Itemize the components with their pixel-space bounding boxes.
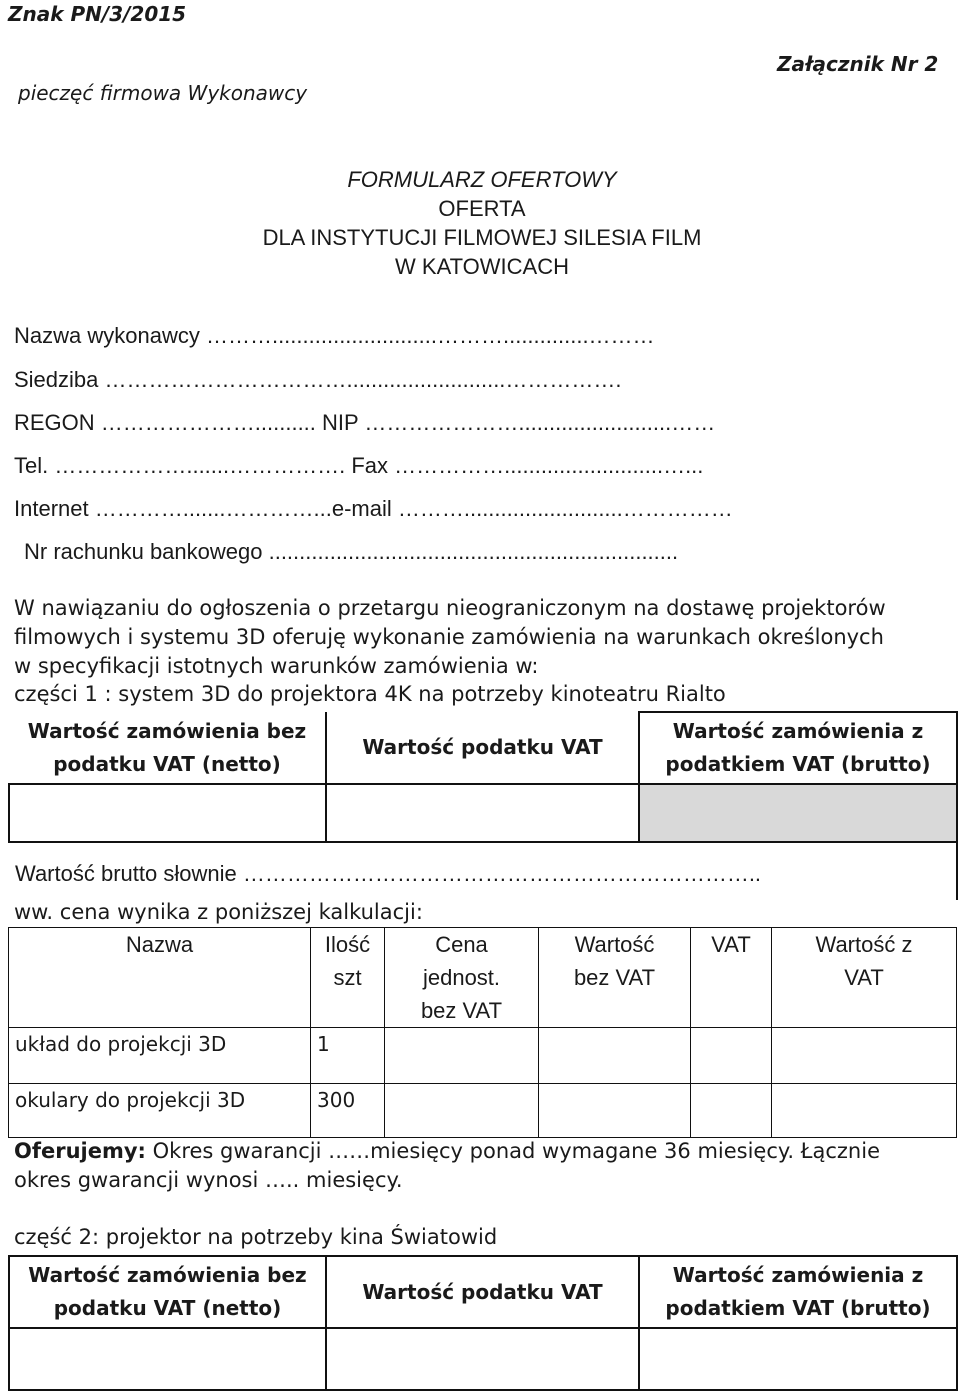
row-name: układ do projekcji 3D <box>9 1028 311 1084</box>
row-net-value-input[interactable] <box>539 1084 691 1138</box>
row-qty: 300 <box>311 1084 385 1138</box>
vat-value-input[interactable] <box>326 1328 639 1390</box>
regon-nip-field[interactable]: REGON ………………….......... NIP ………………….........................…… <box>14 410 716 435</box>
part-2-label: część 2: projektor na potrzeby kina Światowid <box>14 1225 498 1249</box>
table-row <box>9 1028 957 1084</box>
gross-value-input[interactable] <box>639 784 957 842</box>
phone-fax-field[interactable]: Tel. ……………….......……………. Fax ……………..........................…... <box>14 453 704 478</box>
annex-number: Załącznik Nr 2 <box>777 52 939 76</box>
net-value-header: Wartość zamówienia bez podatku VAT (netto) <box>27 718 307 776</box>
vat-value-header: Wartość podatku VAT <box>326 1256 639 1328</box>
col-header-name: Nazwa <box>9 928 311 1028</box>
col-header-qty: Ilość szt <box>311 928 385 1028</box>
contractor-seat-field[interactable]: Siedziba ……………………………..........................……………. <box>14 367 622 392</box>
row-qty: 1 <box>311 1028 385 1084</box>
warranty-label: Oferujemy: <box>14 1139 146 1163</box>
gross-value-header: Wartość zamówienia z podatkiem VAT (brutto) <box>639 1256 957 1328</box>
internet-email-field[interactable]: Internet ………….......…………...e-mail ………..........................…………… <box>14 496 733 521</box>
table-row <box>9 1084 957 1138</box>
document-reference: Znak PN/3/2015 <box>8 2 187 26</box>
row-vat-input[interactable] <box>691 1084 772 1138</box>
gross-value-in-words[interactable]: Wartość brutto słownie …………………………………………………………….. <box>9 842 957 900</box>
part-1-label: części 1 : system 3D do projektora 4K na potrzeby kinoteatru Rialto <box>14 682 726 706</box>
value-table-part-1 <box>8 711 958 900</box>
net-value-header: Wartość zamówienia bez podatku VAT (netto) <box>9 1256 326 1328</box>
calculation-table <box>8 927 957 1138</box>
intro-line-2: filmowych i systemu 3D oferuję wykonanie zamówienia na warunkach określonych <box>14 625 884 649</box>
row-vat-input[interactable] <box>691 1028 772 1084</box>
warranty-line-1: Oferujemy: Okres gwarancji ……miesięcy ponad wymagane 36 miesięcy. Łącznie <box>14 1139 880 1163</box>
row-unit-price-input[interactable] <box>385 1084 539 1138</box>
institution-name: DLA INSTYTUCJI FILMOWEJ SILESIA FILM <box>262 225 702 250</box>
warranty-line-2: okres gwarancji wynosi ….. miesięcy. <box>14 1168 403 1192</box>
value-table-part-2 <box>8 1255 958 1391</box>
offer-title: OFERTA <box>438 196 526 221</box>
intro-line-1: W nawiązaniu do ogłoszenia o przetargu nieograniczonym na dostawę projektorów <box>14 596 886 620</box>
form-title: FORMULARZ OFERTOWY <box>347 167 617 192</box>
contractor-name-field[interactable]: Nazwa wykonawcy ………...........................………..............……… <box>14 323 655 348</box>
bank-account-field[interactable]: Nr rachunku bankowego ................................................................... <box>24 539 679 564</box>
row-gross-value-input[interactable] <box>772 1084 957 1138</box>
row-unit-price-input[interactable] <box>385 1028 539 1084</box>
gross-value-input[interactable] <box>639 1328 957 1390</box>
calculation-intro: ww. cena wynika z poniższej kalkulacji: <box>14 900 423 924</box>
gross-value-header: Wartość zamówienia z podatkiem VAT (brutto) <box>639 712 957 784</box>
col-header-gross-value: Wartość z VAT <box>772 928 957 1028</box>
row-name: okulary do projekcji 3D <box>9 1084 311 1138</box>
col-header-vat: VAT <box>691 928 772 1028</box>
col-header-net-value: Wartość bez VAT <box>539 928 691 1028</box>
net-value-input[interactable] <box>9 784 326 842</box>
intro-line-3: w specyfikacji istotnych warunków zamówienia w: <box>14 654 539 678</box>
company-stamp-label: pieczęć firmowa Wykonawcy <box>18 81 308 105</box>
row-net-value-input[interactable] <box>539 1028 691 1084</box>
vat-value-input[interactable] <box>326 784 639 842</box>
col-header-unit-price: Cena jednost. bez VAT <box>385 928 539 1028</box>
institution-city: W KATOWICACH <box>395 254 569 279</box>
row-gross-value-input[interactable] <box>772 1028 957 1084</box>
net-value-input[interactable] <box>9 1328 326 1390</box>
vat-value-header: Wartość podatku VAT <box>326 712 639 784</box>
